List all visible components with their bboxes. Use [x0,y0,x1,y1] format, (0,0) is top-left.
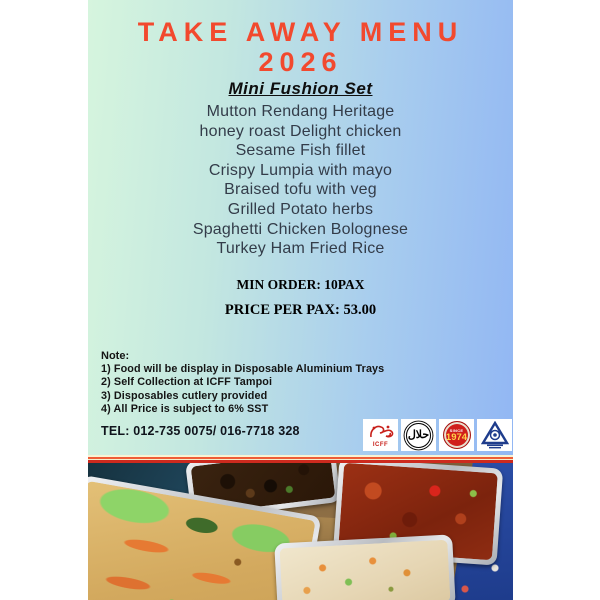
striped-divider [88,455,513,463]
min-order-text: MIN ORDER: 10PAX [236,277,365,292]
note-item: 4) All Price is subject to 6% SST [101,403,269,416]
note-item: 3) Disposables cutlery provided [101,389,268,402]
blue-emblem-icon [481,421,509,449]
halal-arabic-text: حلال [407,428,430,441]
menu-item: Mutton Rendang Heritage [206,103,395,120]
since-label: SINCE [449,427,464,433]
set-name-heading: Mini Fushion Set [228,79,373,98]
menu-item: Sesame Fish fillet [235,142,366,160]
page-title: TAKE AWAY MENU [137,17,464,47]
menu-item: honey roast Delight chicken [199,122,402,140]
menu-item: Turkey Ham Fried Rice [216,240,385,258]
note-item: 1) Food will be display in Disposable Aluminium Trays [101,363,385,375]
certification-logos [363,419,512,451]
rice-food [279,540,450,600]
page-title-year: 2026 [258,47,343,77]
icff-logo [363,419,398,451]
halal-logo [401,419,436,451]
menu-item: Braised tofu with veg [224,181,377,199]
fried-rice-tray [274,534,456,600]
icff-dragon-icon [368,423,394,443]
since-1974-circle-icon [443,421,471,449]
association-emblem-logo [477,419,512,451]
food-trays-photo [88,463,513,600]
price-per-pax-text: PRICE PER PAX: 53.00 [224,302,377,318]
icff-logo-label: ICFF [372,441,389,448]
notes-heading: Note: [101,350,130,362]
phone-number: TEL: 012-735 0075/ 016-7718 328 [101,424,300,438]
menu-item: Spaghetti Chicken Bolognese [192,220,409,238]
takeaway-menu-flyer [88,0,513,600]
year-label: 1974 [445,431,468,443]
menu-item-list [88,102,513,259]
menu-item: Grilled Potato herbs [227,200,374,218]
note-item: 2) Self Collection at ICFF Tampoi [101,376,273,389]
since-1974-logo [439,419,474,451]
halal-circle-icon [406,423,431,448]
notes-section [101,349,384,417]
menu-item: Crispy Lumpia with mayo [208,161,393,179]
